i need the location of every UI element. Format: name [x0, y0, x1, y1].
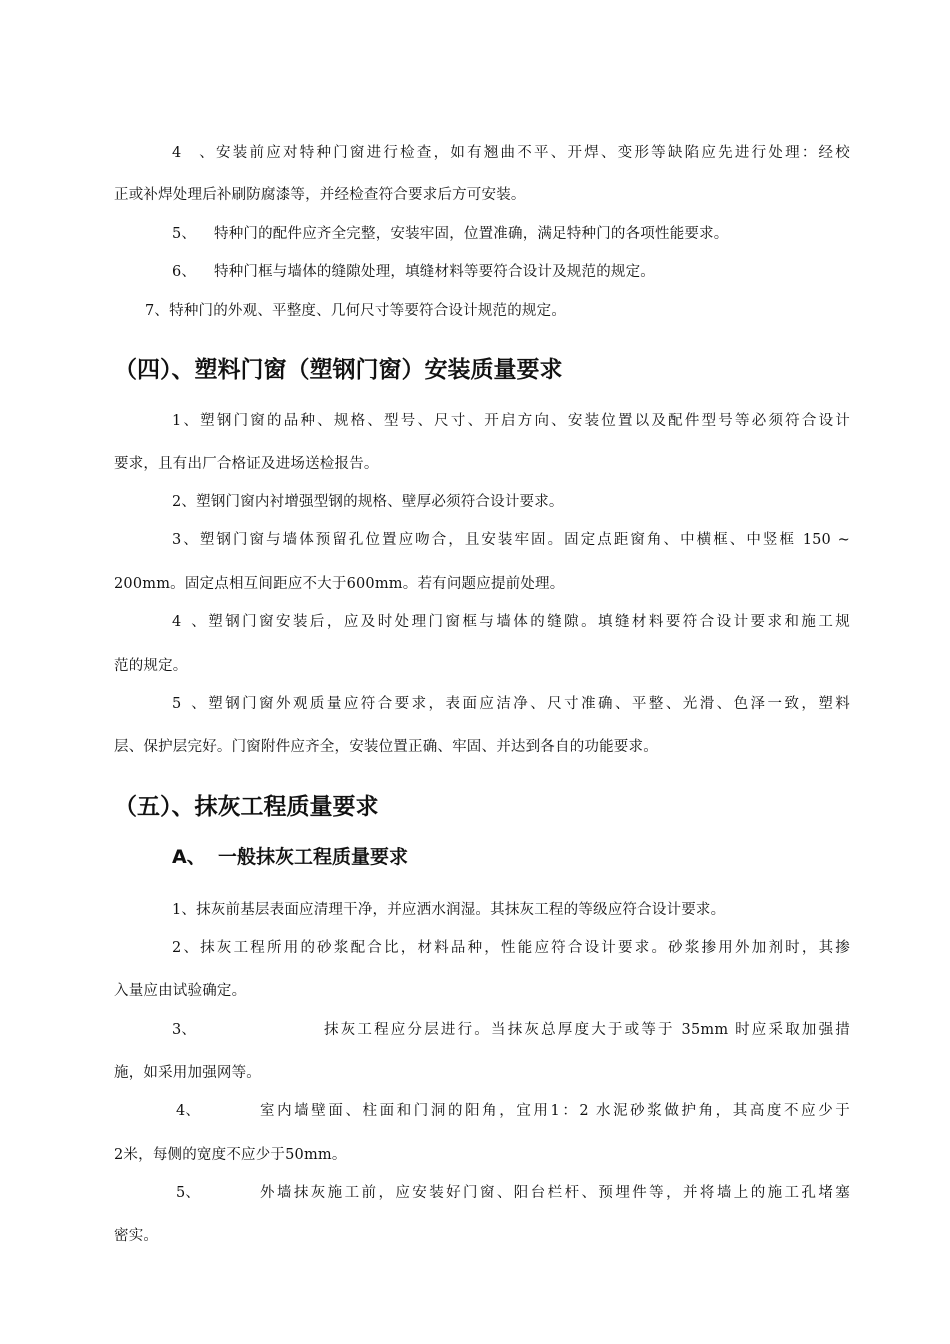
section-4-heading: （四）、塑料门窗（塑钢门窗）安装质量要求: [114, 357, 563, 383]
sec5-item3-line2: 施，如采用加强网等。: [114, 1065, 261, 1081]
sec4-item3-line2: 200mm。固定点相互间距应不大于600mm。若有问题应提前处理。: [114, 576, 565, 592]
sec3-item4-line2: 正或补焊处理后补刷防腐漆等，并经检查符合要求后方可安装。: [114, 187, 526, 203]
section-5-heading: （五）、抹灰工程质量要求: [114, 794, 379, 820]
sec4-item2: 2、塑钢门窗内衬增强型钢的规格、壁厚必须符合设计要求。: [172, 494, 564, 510]
subsection-a-heading: A、 一般抹灰工程质量要求: [172, 846, 409, 868]
sec5-item4-line2: 2米，每侧的宽度不应少于50mm。: [114, 1147, 347, 1163]
sec4-item5-line2: 层、保护层完好。门窗附件应齐全，安装位置正确、牢固、并达到各自的功能要求。: [114, 739, 658, 755]
sec4-item3-line1: 3、塑钢门窗与墙体预留孔位置应吻合，且安装牢固。固定点距窗角、中横框、中竖框 150 ~: [172, 532, 850, 548]
sec5-item4-line1: 4、 室内墙壁面、柱面和门洞的阳角，宜用1：2 水泥砂浆做护角，其高度不应少于: [176, 1103, 850, 1119]
sec3-item4-line1: 4、安装前应对特种门窗进行检查，如有翘曲不平、开焊、变形等缺陷应先进行处理：经校: [172, 145, 850, 161]
sec4-item1-line1: 1、塑钢门窗的品种、规格、型号、尺寸、开启方向、安装位置以及配件型号等必须符合设计: [172, 413, 850, 429]
sec3-item7: 7、特种门的外观、平整度、几何尺寸等要符合设计规范的规定。: [145, 303, 567, 319]
sec5-item5-line2: 密实。: [114, 1228, 159, 1244]
sec3-item6: 6、 特种门框与墙体的缝隙处理，填缝材料等要符合设计及规范的规定。: [172, 264, 655, 280]
sec3-item5: 5、 特种门的配件应齐全完整，安装牢固，位置准确，满足特种门的各项性能要求。: [172, 226, 729, 242]
sec5-item1: 1、抹灰前基层表面应清理干净，并应洒水润湿。其抹灰工程的等级应符合设计要求。: [172, 902, 726, 918]
sec5-item2-line1: 2、抹灰工程所用的砂浆配合比，材料品种，性能应符合设计要求。砂浆掺用外加剂时，其掺: [172, 940, 850, 956]
sec5-item5-line1: 5、 外墙抹灰施工前，应安装好门窗、阳台栏杆、预埋件等，并将墙上的施工孔堵塞: [176, 1185, 850, 1201]
sec5-item2-line2: 入量应由试验确定。: [114, 983, 247, 999]
sec4-item4-line2: 范的规定。: [114, 658, 188, 674]
sec4-item4-line1: 4、塑钢门窗安装后，应及时处理门窗框与墙体的缝隙。填缝材料要符合设计要求和施工规: [172, 614, 850, 630]
sec4-item5-line1: 5、塑钢门窗外观质量应符合要求，表面应洁净、尺寸准确、平整、光滑、色泽一致，塑料: [172, 696, 850, 712]
sec4-item1-line2: 要求，且有出厂合格证及进场送检报告。: [114, 456, 379, 472]
sec5-item3-line1: 3、 抹灰工程应分层进行。当抹灰总厚度大于或等于 35mm 时应采取加强措: [172, 1022, 850, 1038]
